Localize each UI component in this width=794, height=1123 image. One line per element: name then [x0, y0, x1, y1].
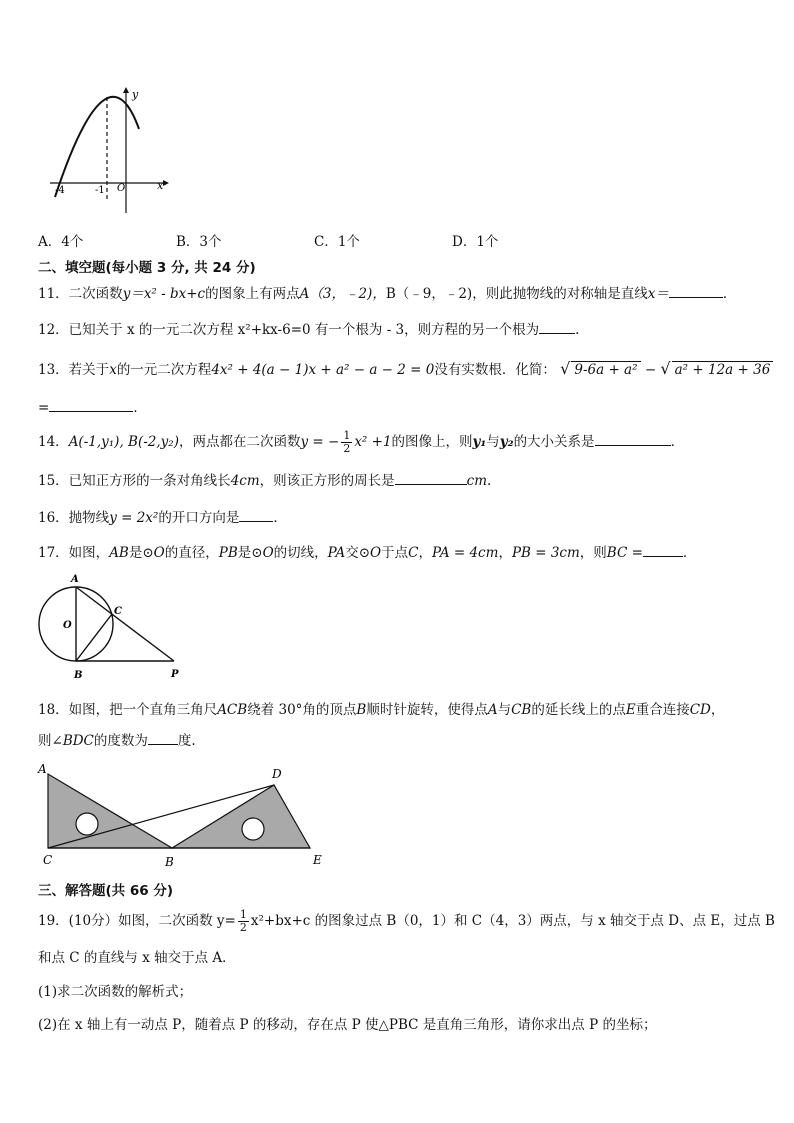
y-axis-arrow	[123, 87, 129, 93]
answer-blank-13[interactable]	[49, 399, 133, 412]
section-2-heading: 二、填空题(每小题 3 分, 共 24 分)	[38, 260, 256, 276]
question-19-line2: 和点 C 的直线与 x 轴交于点 A．	[38, 950, 236, 966]
segment-ap	[76, 587, 174, 661]
label-o: O	[63, 620, 72, 631]
question-18-line1: 18．如图，把一个直角三角尺ACB绕着 30°角的顶点B顺时针旋转，使得点A与CB的延长线上的点E重合连接CD，	[38, 702, 725, 718]
origin-label: O	[117, 183, 126, 194]
label-c: C	[114, 606, 122, 617]
question-13: 13．若关于x的一元二次方程4x² + 4(a − 1)x + a² − a − 2 = 0没有实数根．化简： √ 9-6a + a² − √ a² + 12a + 36	[38, 358, 773, 378]
question-13-answer-line: = ．	[38, 400, 147, 416]
label-b: B	[74, 670, 83, 681]
question-16: 16．抛物线y = 2x²的开口方向是 ．	[38, 510, 287, 526]
sqrt-sign: √	[560, 359, 571, 378]
answer-blank-11[interactable]	[669, 285, 723, 298]
choice-c: C．1个	[314, 234, 360, 250]
question-18-line2: 则∠BDC的度数为 度.	[38, 733, 196, 749]
label-p: P	[171, 669, 179, 680]
question-19-part1: (1)求二次函数的解析式；	[38, 984, 193, 1000]
answer-blank-16[interactable]	[239, 509, 273, 522]
choice-d: D．1个	[452, 234, 499, 250]
tick-neg4: -4	[55, 185, 65, 196]
label-e: E	[313, 853, 322, 867]
label-c: C	[43, 853, 53, 867]
q18-figure	[34, 758, 334, 874]
hole-right	[242, 818, 264, 840]
label-a: A	[38, 762, 47, 776]
y-label: y	[132, 88, 139, 101]
answer-blank-17[interactable]	[643, 544, 683, 557]
answer-blank-14[interactable]	[595, 433, 671, 446]
label-d: D	[272, 767, 282, 781]
q17-figure	[34, 572, 184, 684]
question-17: 17．如图，AB是⊙O的直径，PB是⊙O的切线，PA交⊙O于点C，PA = 4cm，PB = 3cm，则BC = ．	[38, 545, 697, 561]
fraction-one-half: $\frac{1}{2}$	[239, 908, 247, 934]
answer-blank-15[interactable]	[395, 472, 467, 485]
answer-blank-12[interactable]	[539, 321, 575, 334]
segment-bc	[76, 614, 112, 661]
triangle-acb	[48, 774, 172, 848]
sqrt-sign: √	[660, 359, 671, 378]
question-19-part2: (2)在 x 轴上有一动点 P，随着点 P 的移动，存在点 P 使△PBC 是直角三角形，请你求出点 P 的坐标；	[38, 1017, 657, 1033]
x-label: x	[157, 179, 164, 192]
label-b: B	[165, 855, 174, 869]
q10-graph	[45, 85, 175, 215]
question-11: 11．二次函数y＝x² - bx+c的图象上有两点A（3，﹣2)，B（﹣9，﹣2)，则此抛物线的对称轴是直线x＝ ．	[38, 286, 737, 302]
question-15: 15．已知正方形的一条对角线长4cm，则该正方形的周长是 cm.	[38, 473, 492, 489]
question-14: 14．A(-1,y₁), B(-2,y₂)，两点都在二次函数y = − $\frac{1}{2}$ x² +1的图像上，则y₁与y₂的大小关系是 ．	[38, 429, 685, 455]
section-3-heading: 三、解答题(共 66 分)	[38, 883, 174, 899]
hole-left	[76, 813, 98, 835]
label-a: A	[71, 574, 79, 585]
tick-neg1: -1	[95, 185, 105, 196]
question-19-line1: 19．(10分）如图，二次函数 y= $\frac{1}{2}$ x²+bx+c 的图象过点 B（0，1）和 C（4，3）两点，与 x 轴交于点 D、点 E，过点 B	[38, 908, 775, 934]
question-12: 12．已知关于 x 的一元二次方程 x²+kx-6=0 有一个根为 - 3，则方程的另一个根为 .	[38, 322, 580, 338]
x-axis-arrow	[163, 180, 169, 186]
answer-blank-18[interactable]	[148, 732, 178, 745]
fraction-one-half: $\frac{1}{2}$	[343, 429, 351, 455]
choice-b: B．3个	[176, 234, 222, 250]
choice-a: A．4个	[38, 234, 84, 250]
